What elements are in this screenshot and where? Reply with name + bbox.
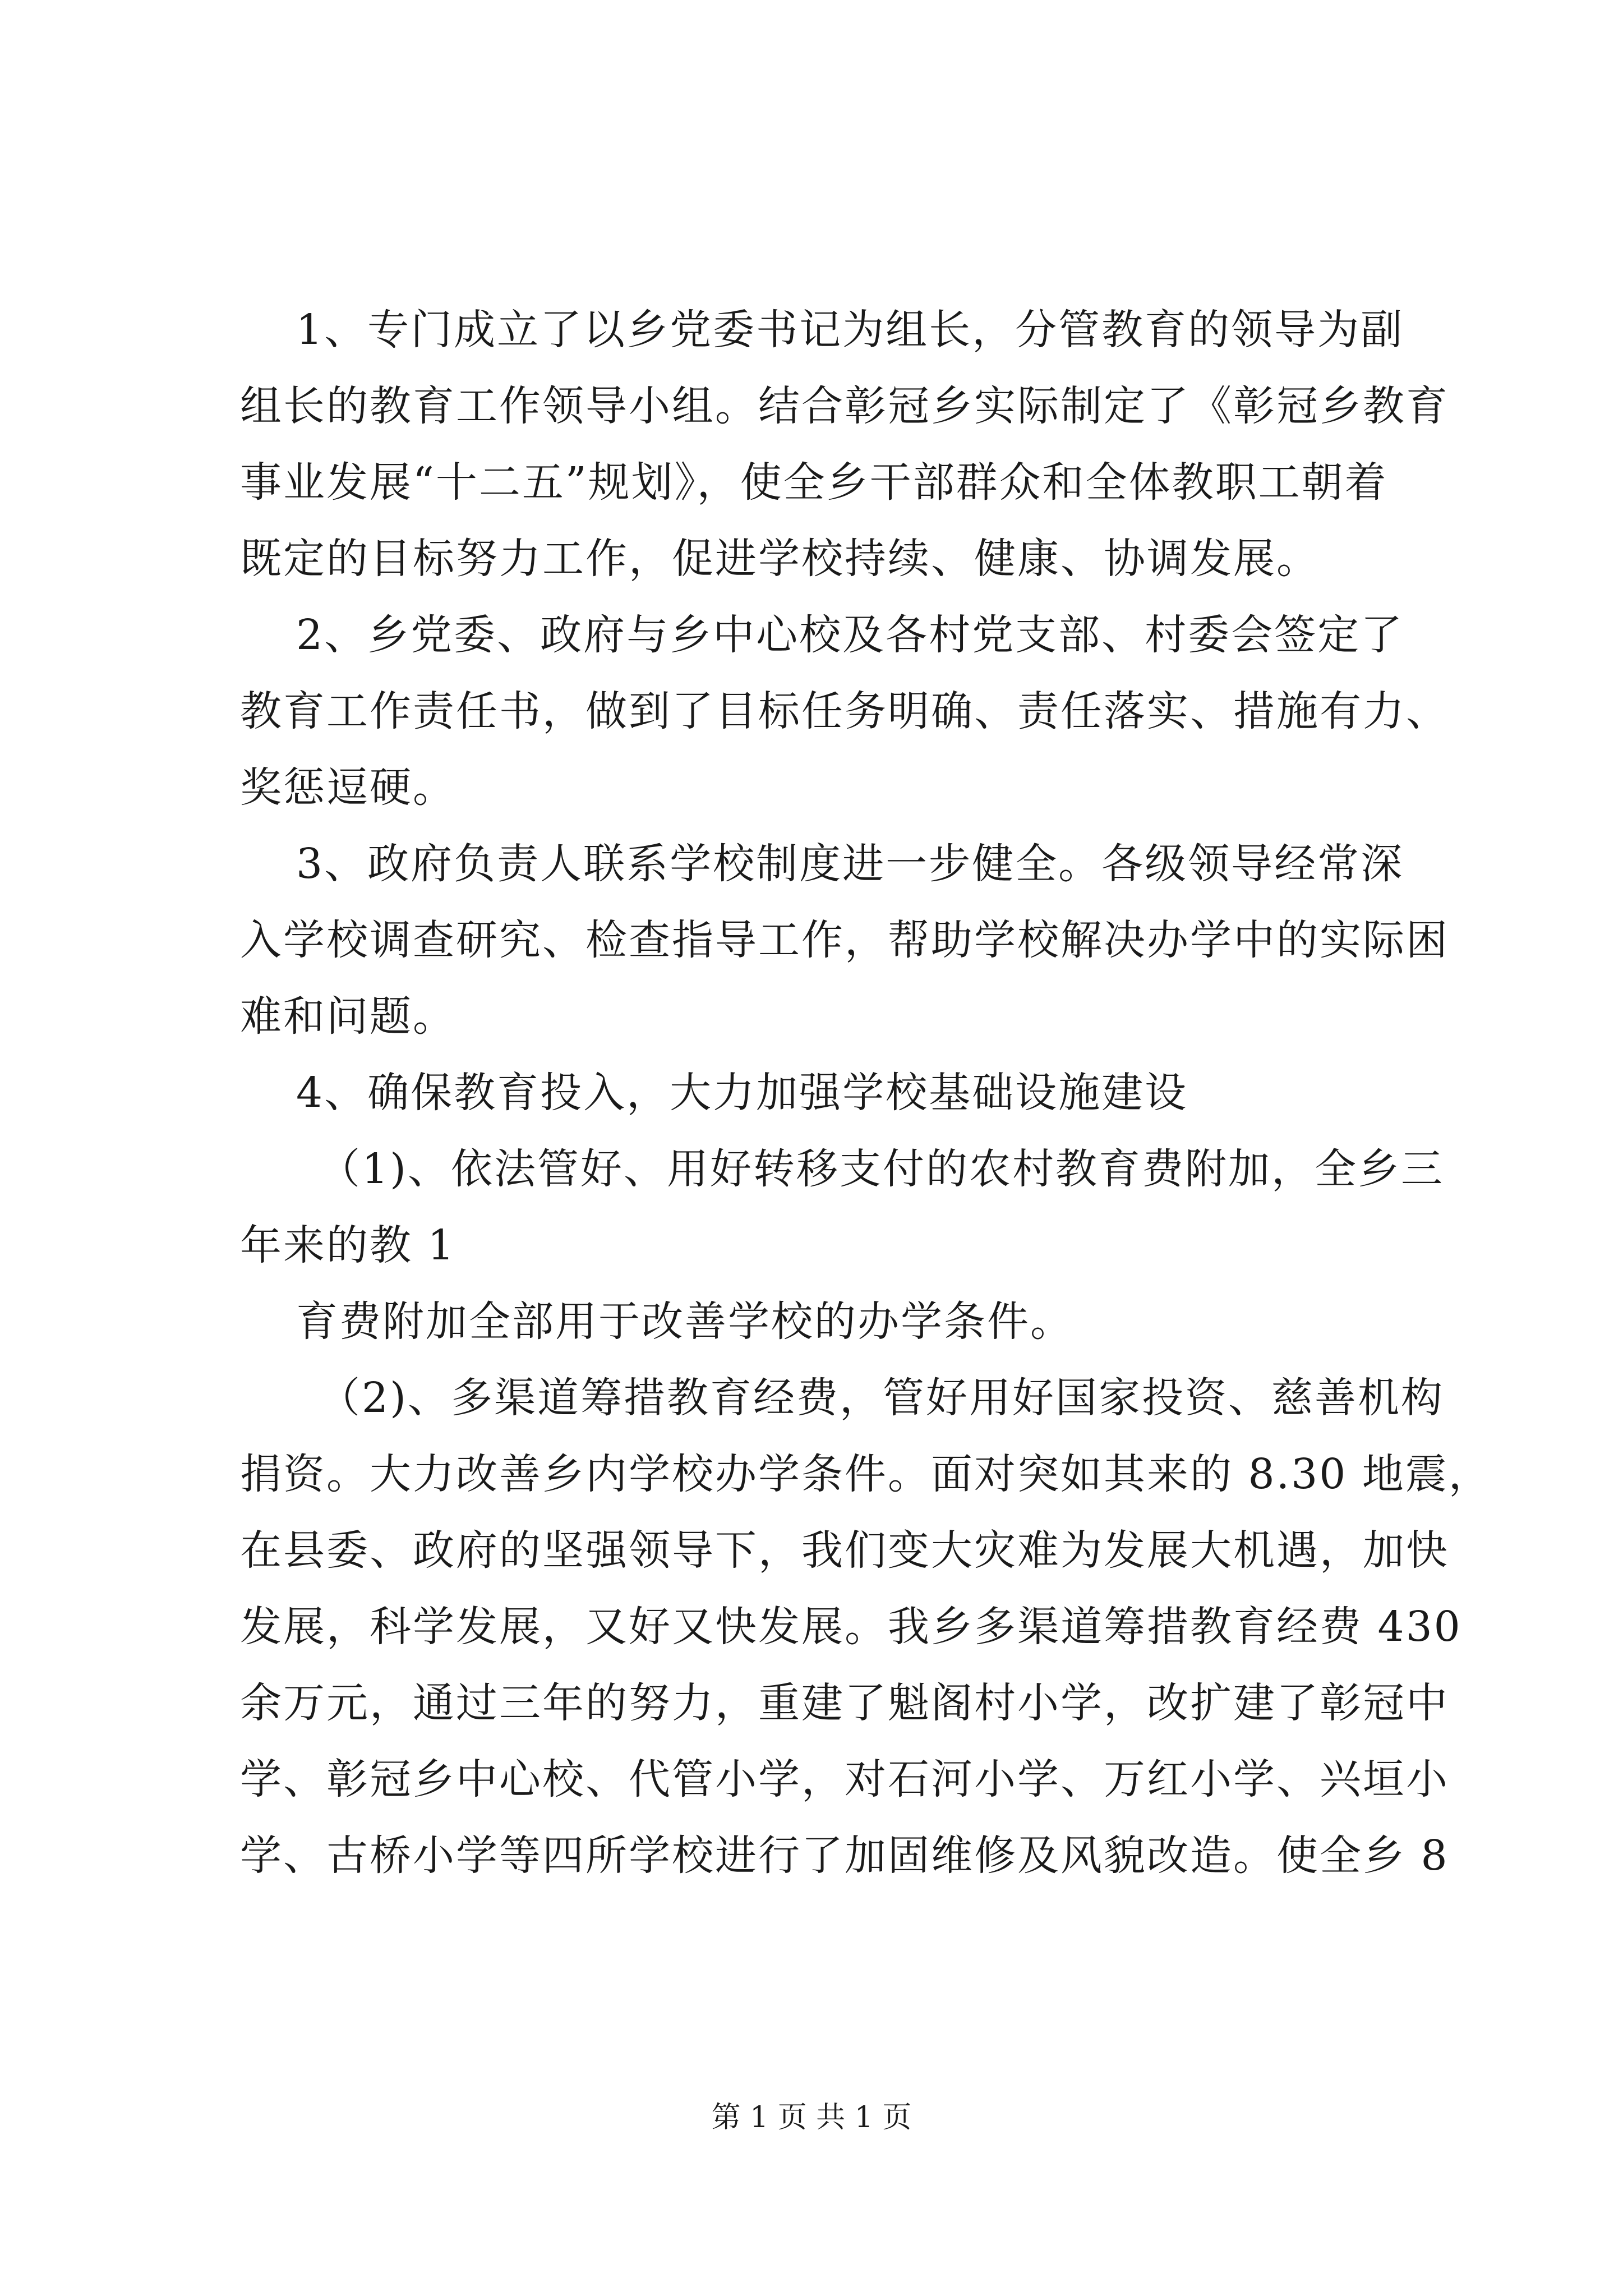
text-line: 入学校调查研究、检查指导工作，帮助学校解决办学中的实际困: [240, 916, 1449, 964]
text-line: 事业发展“十二五”规划》，使全乡干部群众和全体教职工朝着: [240, 458, 1388, 507]
text-line: （1)、依法管好、用好转移支付的农村教育费附加，全乡三: [319, 1145, 1444, 1193]
document-body: [240, 292, 1492, 1894]
text-line: 捐资。大力改善乡内学校办学条件。面对突如其来的 8.30 地震，: [240, 1450, 1492, 1498]
text-line: 组长的教育工作领导小组。结合彰冠乡实际制定了《彰冠乡教育: [240, 382, 1449, 430]
text-line: 学、彰冠乡中心校、代管小学，对石河小学、万红小学、兴垣小: [240, 1755, 1449, 1803]
text-line: 既定的目标努力工作，促进学校持续、健康、协调发展。: [240, 535, 1320, 583]
text-line: （2)、多渠道筹措教育经费，管好用好国家投资、慈善机构: [319, 1374, 1444, 1422]
text-line: 学、古桥小学等四所学校进行了加固维修及风貌改造。使全乡 8: [240, 1832, 1449, 1880]
text-line: 1、专门成立了以乡党委书记为组长，分管教育的领导为副: [296, 306, 1404, 354]
text-line: 奖惩逗硬。: [240, 763, 456, 812]
page-footer: [0, 2098, 1623, 2137]
text-line: 年来的教 1: [240, 1221, 456, 1269]
text-line: 3、政府负责人联系学校制度进一步健全。各级领导经常深: [296, 840, 1404, 888]
text-line: 育费附加全部用于改善学校的办学条件。: [296, 1297, 1073, 1346]
text-line: 教育工作责任书，做到了目标任务明确、责任落实、措施有力、: [240, 687, 1449, 735]
text-line: 在县委、政府的坚强领导下，我们变大灾难为发展大机遇，加快: [240, 1526, 1449, 1575]
text-line: 余万元，通过三年的努力，重建了魁阁村小学，改扩建了彰冠中: [240, 1679, 1449, 1727]
text-line: 4、确保教育投入，大力加强学校基础设施建设: [296, 1069, 1188, 1117]
text-line: 难和问题。: [240, 992, 456, 1041]
text-line: 2、乡党委、政府与乡中心校及各村党支部、村委会签定了: [296, 611, 1404, 659]
page-number: 第 1 页 共 1 页: [711, 2101, 912, 2134]
text-line: 发展，科学发展，又好又快发展。我乡多渠道筹措教育经费 430: [240, 1603, 1462, 1651]
